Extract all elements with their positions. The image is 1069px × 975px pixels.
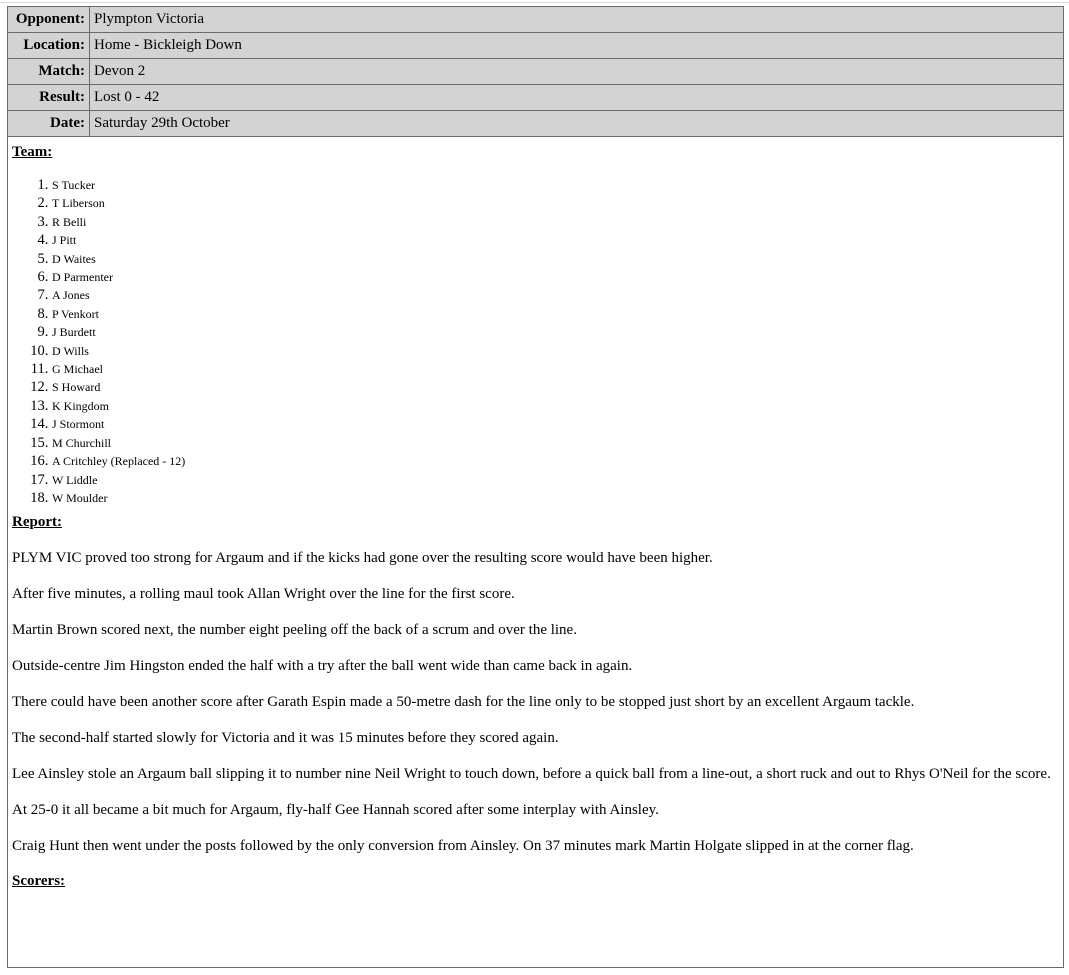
opponent-value: Plympton Victoria bbox=[90, 7, 1064, 33]
date-value: Saturday 29th October bbox=[90, 111, 1064, 137]
team-player: 3. R Belli bbox=[52, 213, 1059, 231]
team-player: 1. S Tucker bbox=[52, 176, 1059, 194]
team-player: 11. G Michael bbox=[52, 360, 1059, 378]
location-value: Home - Bickleigh Down bbox=[90, 33, 1064, 59]
team-list bbox=[12, 176, 1059, 507]
report-content bbox=[8, 143, 1063, 890]
team-player: 8. P Venkort bbox=[52, 305, 1059, 323]
report-paragraph: Martin Brown scored next, the number eight peeling off the back of a scrum and over the line. bbox=[12, 622, 577, 639]
match-value: Devon 2 bbox=[90, 59, 1064, 85]
team-player: 18. W Moulder bbox=[52, 489, 1059, 507]
result-label: Result: bbox=[8, 85, 90, 111]
report-paragraph: Craig Hunt then went under the posts followed by the only conversion from Ainsley. On 37 minutes mark Martin Holgate slipped in at the corner flag. bbox=[12, 838, 914, 855]
match-label: Match: bbox=[8, 59, 90, 85]
team-player: 10. D Wills bbox=[52, 342, 1059, 360]
location-row bbox=[8, 33, 1063, 59]
team-player: 12. S Howard bbox=[52, 378, 1059, 396]
team-player: 2. T Liberson bbox=[52, 194, 1059, 212]
team-player: 9. J Burdett bbox=[52, 323, 1059, 341]
match-report-panel bbox=[7, 6, 1064, 968]
date-label: Date: bbox=[8, 111, 90, 137]
report-paragraph: Lee Ainsley stole an Argaum ball slipping it to number nine Neil Wright to touch down, before a quick ball from a line-out, a short ruck and out to Rhys O'Neil for the score. bbox=[12, 766, 1051, 783]
report-paragraph: Outside-centre Jim Hingston ended the half with a try after the ball went wide than came back in again. bbox=[12, 658, 633, 675]
date-row bbox=[8, 111, 1063, 137]
team-player: 15. M Churchill bbox=[52, 434, 1059, 452]
opponent-row bbox=[8, 7, 1063, 33]
report-paragraph: PLYM VIC proved too strong for Argaum and if the kicks had gone over the resulting score would have been higher. bbox=[12, 550, 713, 567]
result-row bbox=[8, 85, 1063, 111]
team-player: 6. D Parmenter bbox=[52, 268, 1059, 286]
scorers-heading: Scorers: bbox=[12, 873, 66, 890]
team-player: 7. A Jones bbox=[52, 286, 1059, 304]
opponent-label: Opponent: bbox=[8, 7, 90, 33]
team-player: 14. J Stormont bbox=[52, 415, 1059, 433]
result-value: Lost 0 - 42 bbox=[90, 85, 1064, 111]
team-player: 16. A Critchley (Replaced - 12) bbox=[52, 452, 1059, 470]
report-heading: Report: bbox=[12, 514, 62, 531]
match-row bbox=[8, 59, 1063, 85]
match-info-table bbox=[8, 7, 1063, 137]
team-heading: Team: bbox=[12, 144, 53, 160]
report-paragraph: The second-half started slowly for Victoria and it was 15 minutes before they scored again. bbox=[12, 730, 559, 747]
location-label: Location: bbox=[8, 33, 90, 59]
report-paragraph: There could have been another score after Garath Espin made a 50-metre dash for the line only to be stopped just short by an excellent Argaum tackle. bbox=[12, 694, 915, 711]
report-paragraph: At 25-0 it all became a bit much for Argaum, fly-half Gee Hannah scored after some interplay with Ainsley. bbox=[12, 802, 659, 819]
team-player: 17. W Liddle bbox=[52, 471, 1059, 489]
team-player: 5. D Waites bbox=[52, 250, 1059, 268]
team-player: 13. K Kingdom bbox=[52, 397, 1059, 415]
team-player: 4. J Pitt bbox=[52, 231, 1059, 249]
top-divider bbox=[0, 2, 1069, 3]
report-paragraph: After five minutes, a rolling maul took Allan Wright over the line for the first score. bbox=[12, 586, 515, 603]
